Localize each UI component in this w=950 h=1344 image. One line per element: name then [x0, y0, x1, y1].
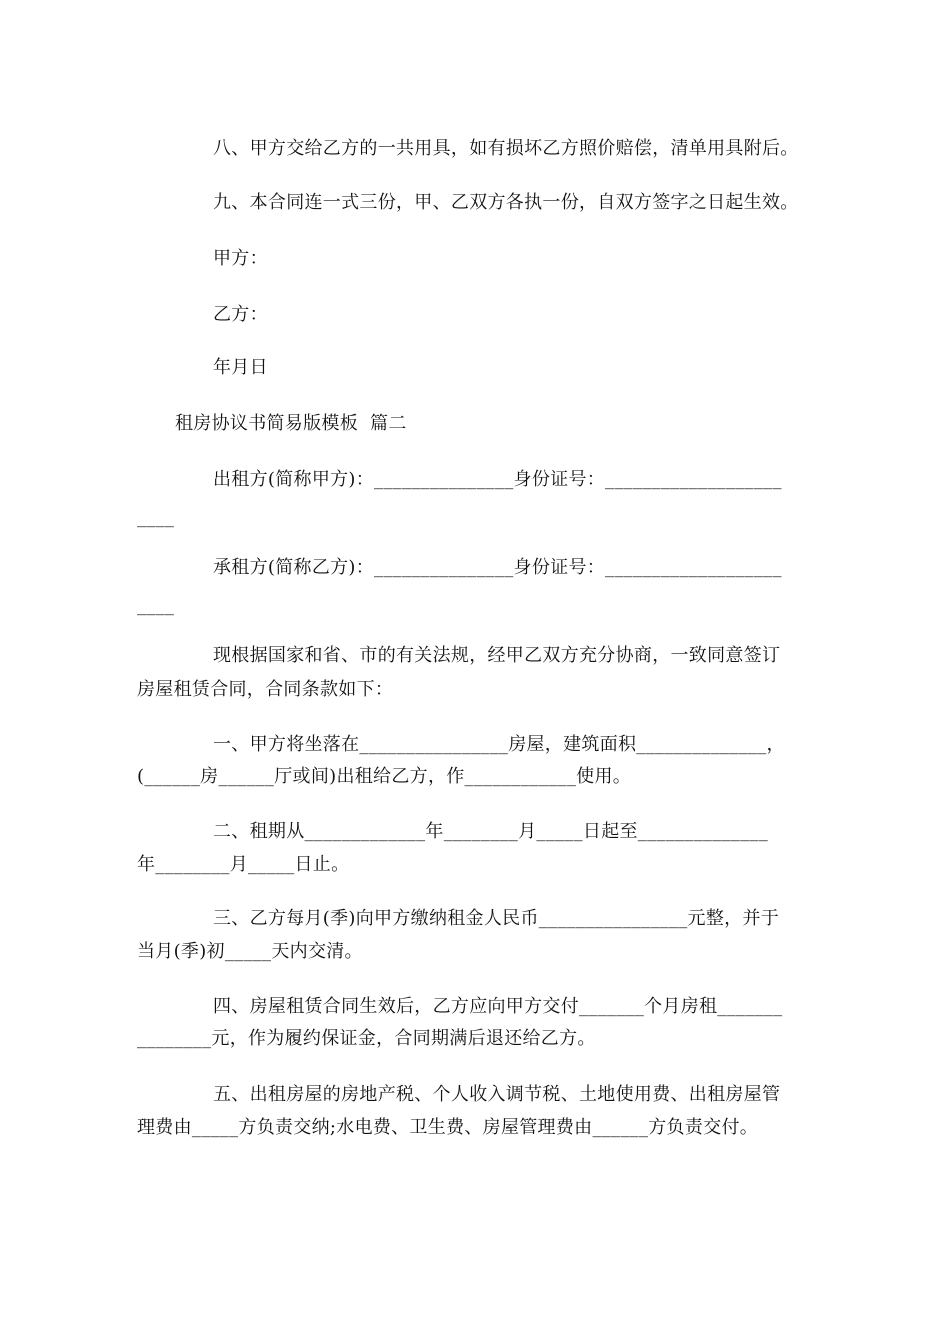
term-4-line-1: 四、房屋租赁合同生效后，乙方应向甲方交付_______个月房租_______: [213, 996, 783, 1017]
lessee-line: 承租方(简称乙方)：_______________身份证号：___________________: [213, 557, 782, 578]
term-1-line-1: 一、甲方将坐落在________________房屋，建筑面积______________，: [213, 734, 785, 755]
preamble-line-2: 房屋租赁合同，合同条款如下：: [137, 679, 394, 700]
term-5-line-2: 理费由_____方负责交纳;水电费、卫生费、房屋管理费由______方负责交付。: [137, 1117, 759, 1138]
clause-9: 九、本合同连一式三份，甲、乙双方各执一份，自双方签字之日起生效。: [213, 192, 799, 213]
lessor-line: 出租方(简称甲方)：_______________身份证号：___________________: [213, 469, 782, 490]
section-title: 租房协议书简易版模板 篇二: [175, 413, 407, 434]
clause-8: 八、甲方交给乙方的一共用具，如有损坏乙方照价赔偿，清单用具附后。: [213, 138, 799, 159]
term-3-line-2: 当月(季)初_____天内交清。: [137, 941, 363, 962]
term-4-line-2: ________元，作为履约保证金，合同期满后退还给乙方。: [137, 1028, 596, 1049]
term-2-line-1: 二、租期从_____________年________月_____日起至______________: [213, 821, 768, 842]
preamble-line-1: 现根据国家和省、市的有关法规，经甲乙双方充分协商，一致同意签订: [213, 645, 781, 666]
term-2-line-2: 年________月_____日止。: [137, 854, 350, 875]
lessor-line-continued: ____: [137, 507, 175, 528]
party-a-signature: 甲方：: [213, 248, 268, 269]
term-5-line-1: 五、出租房屋的房地产税、个人收入调节税、土地使用费、出租房屋管: [213, 1084, 781, 1105]
party-b-signature: 乙方：: [213, 304, 268, 325]
signature-date: 年月日: [213, 357, 268, 378]
term-1-line-2: (______房______厅或间)出租给乙方，作____________使用。: [137, 766, 632, 787]
term-3-line-1: 三、乙方每月(季)向甲方缴纳租金人民币________________元整，并于: [213, 908, 780, 929]
lessee-line-continued: ____: [137, 595, 175, 616]
